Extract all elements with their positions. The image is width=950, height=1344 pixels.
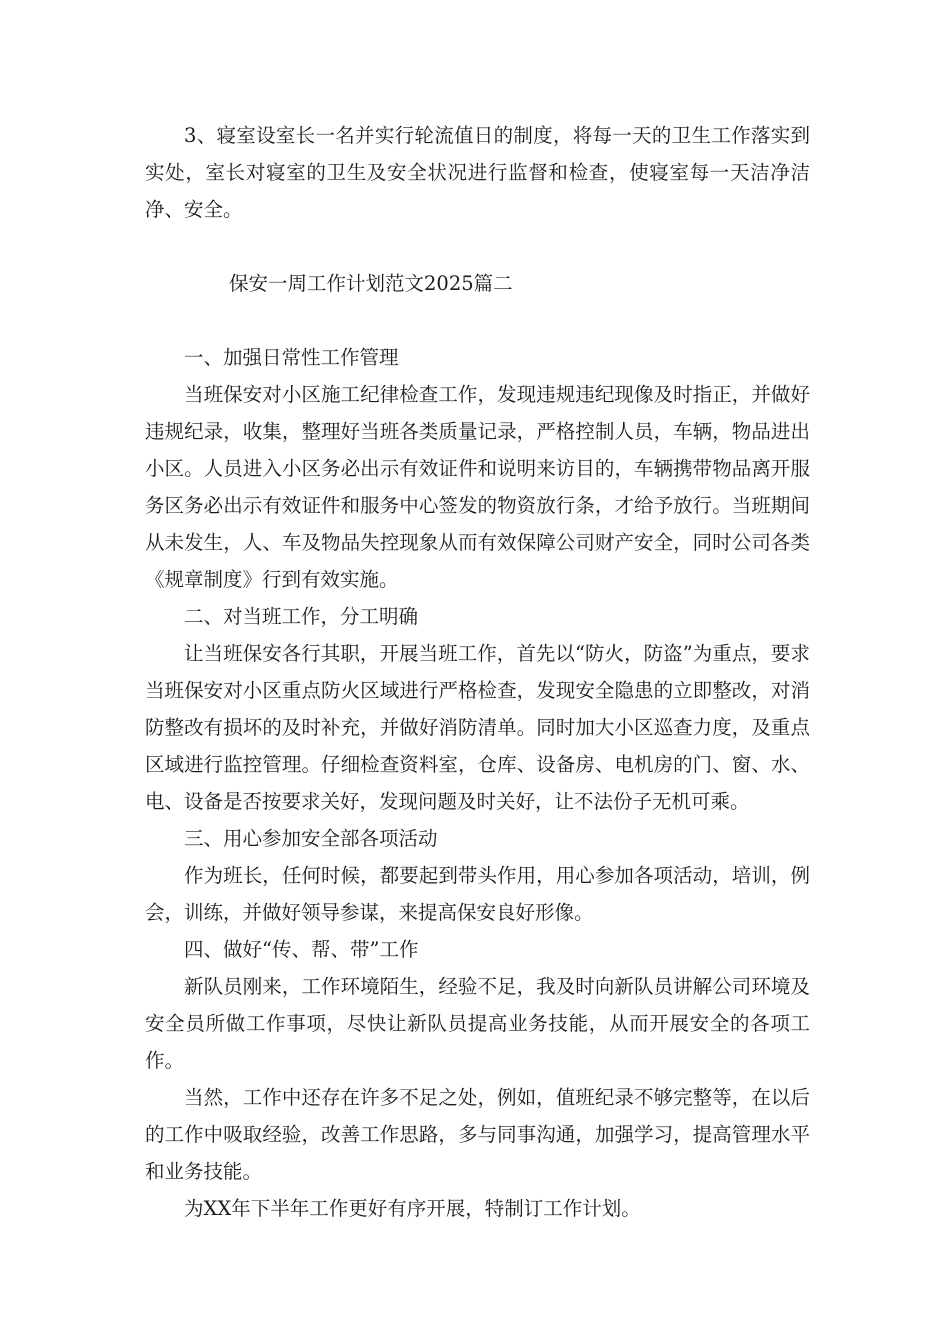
- section-heading-3: 三、用心参加安全部各项活动: [184, 827, 438, 850]
- body-paragraph-4: 新队员刚来，工作环境陌生，经验不足，我及时向新队员讲解公司环境及安全员所做工作事项，尽快让新队员提高业务技能，从而开展安全的各项工作。: [145, 975, 810, 1072]
- body-paragraph-2: 让当班保安各行其职，开展当班工作，首先以“防火，防盗”为重点，要求当班保安对小区重点防火区域进行严格检查，发现安全隐患的立即整改，对消防整改有损坏的及时补充，并做好消防清单。同时加大小区巡查力度，及重点区域进行监控管理。仔细检查资料室，仓库、设备房、电机房的门、窗、水、电、设备是否按要求关好，发现问题及时关好，让不法份子无机可乘。: [145, 642, 810, 813]
- body-paragraph-5: 当然，工作中还存在许多不足之处，例如，值班纪录不够完整等，在以后的工作中吸取经验，改善工作思路，多与同事沟通，加强学习，提高管理水平和业务技能。: [145, 1086, 810, 1183]
- section-heading-2: 二、对当班工作，分工明确: [184, 605, 419, 628]
- document-body: [145, 117, 810, 1227]
- section-heading-4: 四、做好“传、帮、带”工作: [184, 938, 419, 961]
- section-heading-1: 一、加强日常性工作管理: [184, 346, 399, 369]
- intro-paragraph: 3、寝室设室长一名并实行轮流值日的制度，将每一天的卫生工作落实到实处，室长对寝室的卫生及安全状况进行监督和检查，使寝室每一天洁净洁净、安全。: [145, 124, 810, 221]
- body-paragraph-1: 当班保安对小区施工纪律检查工作，发现违规违纪现像及时指正，并做好违规纪录，收集，整理好当班各类质量记录，严格控制人员，车辆，物品进出小区。人员进入小区务必出示有效证件和说明来访目的，车辆携带物品离开服务区务必出示有效证件和服务中心签发的物资放行条，才给予放行。当班期间从未发生，人、车及物品失控现象从而有效保障公司财产安全，同时公司各类《规章制度》行到有效实施。: [145, 383, 810, 591]
- body-paragraph-3: 作为班长，任何时候，都要起到带头作用，用心参加各项活动，培训，例会，训练，并做好领导参谋，来提高保安良好形像。: [145, 864, 810, 924]
- section-title: 保安一周工作计划范文2025篇二: [229, 272, 513, 295]
- body-paragraph-6: 为XX年下半年工作更好有序开展，特制订工作计划。: [184, 1197, 641, 1220]
